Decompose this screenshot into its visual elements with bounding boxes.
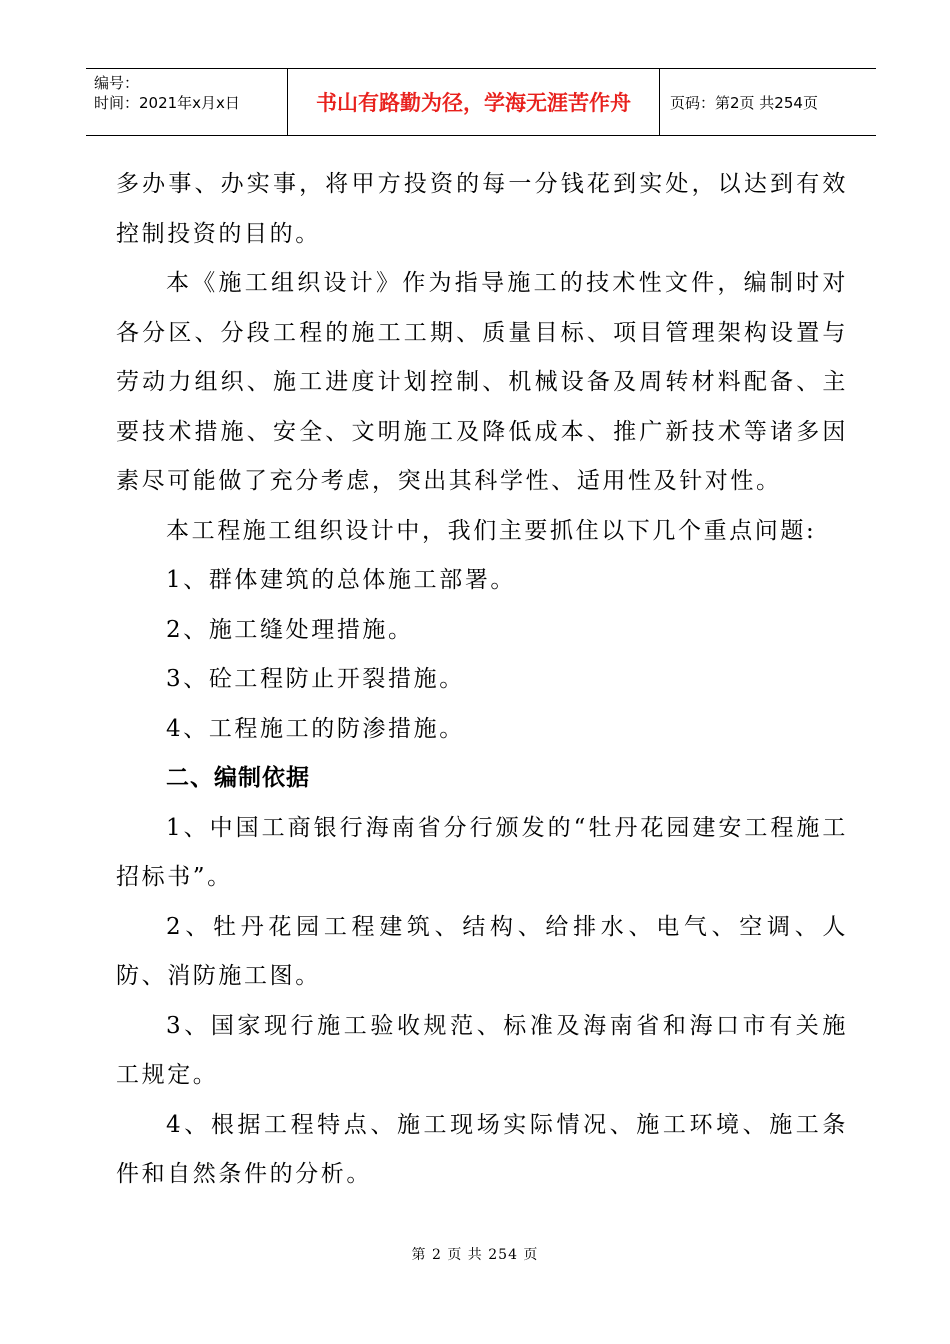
section-heading: 二、编制依据 (166, 765, 310, 791)
basis-item: 2、牡丹花园工程建筑、结构、给排水、电气、空调、人防、消防施工图。 (116, 913, 848, 989)
list-item: 4、工程施工的防渗措施。 (166, 715, 465, 742)
header-motto-cell (288, 69, 660, 135)
page-header (86, 68, 876, 136)
time-label: 时间：2021年x月x日 (94, 94, 240, 112)
list-item: 1、群体建筑的总体施工部署。 (166, 567, 517, 593)
paragraph: 本《施工组织设计》作为指导施工的技术性文件，编制时对各分区、分段工程的施工工期、质量目标、项目管理架构设置与劳动力组织、施工进度计划控制、机械设备及周转材料配备、主要技术措施、安全、文明施工及降低成本、推广新技术等诸多因素尽可能做了充分考虑，突出其科学性、适用性及针对性。 (116, 270, 848, 494)
basis-item: 3、国家现行施工验收规范、标准及海南省和海口市有关施工规定。 (116, 1012, 848, 1088)
document-body (116, 160, 848, 1200)
page-info: 页码：第2页 共254页 (670, 93, 818, 112)
number-label: 编号： (94, 74, 140, 92)
header-page-cell (660, 69, 876, 135)
page-footer: 第 2 页 共 254 页 (411, 1247, 539, 1263)
basis-item: 4、根据工程特点、施工现场实际情况、施工环境、施工条件和自然条件的分析。 (116, 1111, 848, 1187)
paragraph: 本工程施工组织设计中，我们主要抓住以下几个重点问题: (166, 517, 817, 544)
list-item: 2、施工缝处理措施。 (166, 616, 414, 643)
basis-item: 1、中国工商银行海南省分行颁发的“牡丹花园建安工程施工招标书”。 (116, 814, 848, 890)
paragraph: 多办事、办实事，将甲方投资的每一分钱花到实处，以达到有效控制投资的目的。 (116, 171, 848, 247)
list-item: 3、砼工程防止开裂措施。 (166, 666, 465, 692)
header-meta-cell (86, 69, 288, 135)
motto-text: 书山有路勤为径，学海无涯苦作舟 (316, 91, 631, 115)
